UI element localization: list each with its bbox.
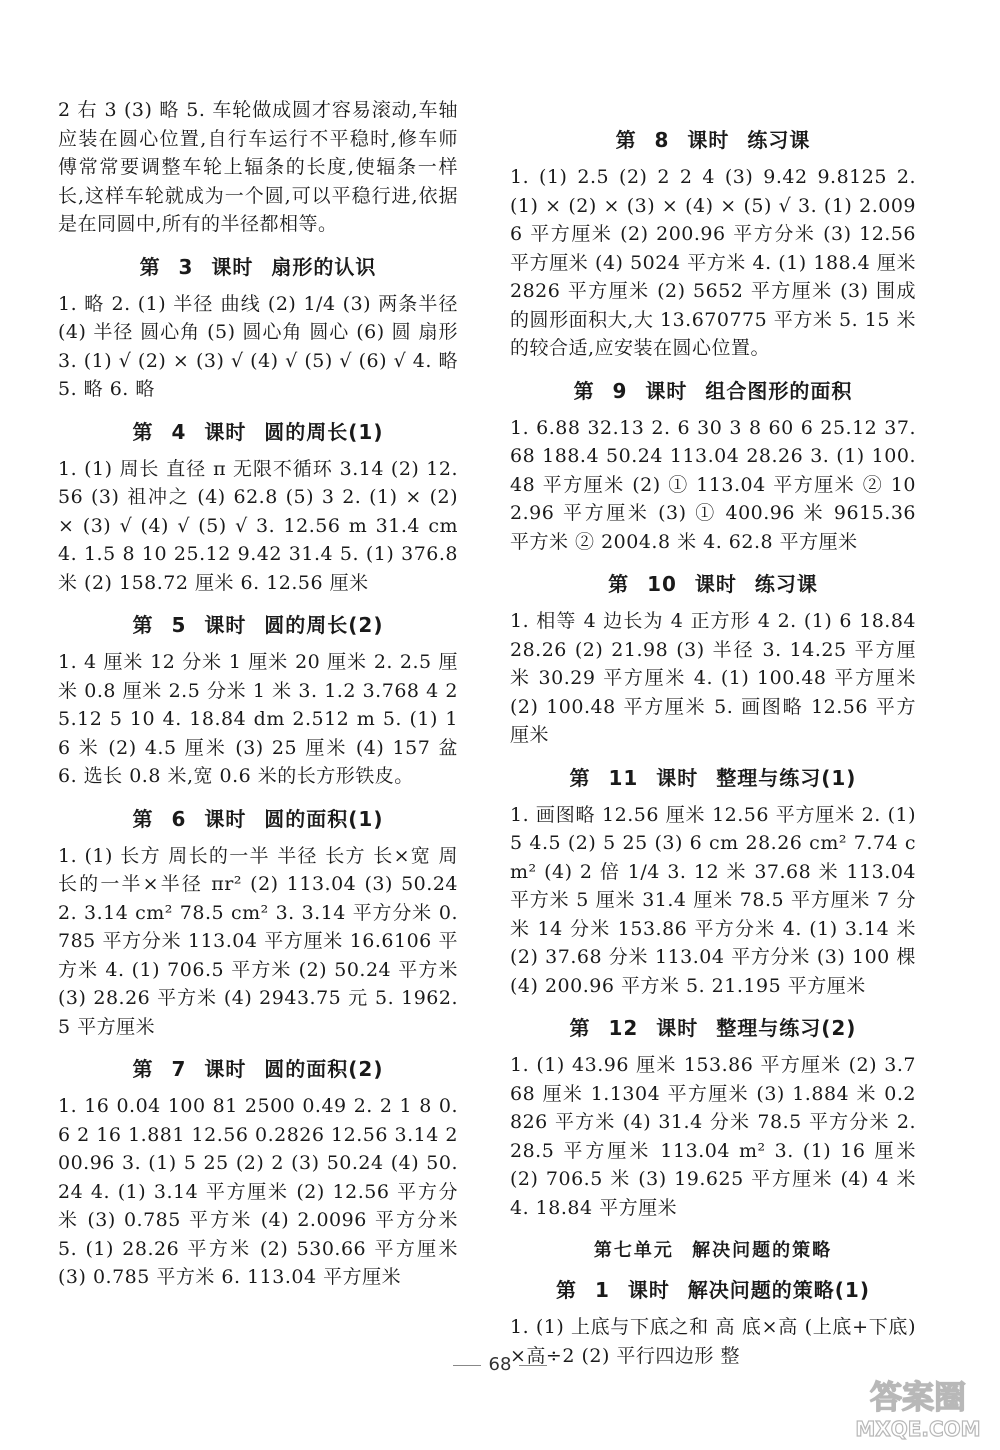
watermark-icon <box>846 1368 991 1444</box>
answer-paragraph: 1. (1) 周长 直径 π 无限不循环 3.14 (2) 12.56 (3) 祖冲之 (4) 62.8 (5) 3 2. (1) × (2) × (3) √ (4) √ (5) √ 3. 12.56 m 31.4 cm 4. 1.5 8 10 25.12 9.42 31.4 5. (1) 376.8 米 (2) 158.72 厘米 6. 12.56 厘米 <box>58 457 458 594</box>
answer-paragraph: 1. 16 0.04 100 81 2500 0.49 2. 2 1 8 0.6 2 16 1.881 12.56 0.2826 12.56 3.14 200.96 3. (1) 5 25 (2) 2 (3) 50.24 (4) 50.24 4. (1) 3.14 平方厘米 (2) 12.56 平方分米 (3) 0.785 平方米 (4) 2.0096 平方分米 5. (1) 28.26 平方米 (2) 530.66 平方厘米 (3) 0.785 平方米 6. 113.04 平方厘米 <box>58 1095 458 1288</box>
answer-paragraph: 1. (1) 43.96 厘米 153.86 平方厘米 (2) 3.768 厘米 1.1304 平方厘米 (3) 1.884 米 0.2826 平方米 (4) 31.4 分米 78.5 平方分米 2. 28.5 平方厘米 113.04 m² 3. (1) 16 厘米 (2) 706.5 米 (3) 19.625 平方厘米 (4) 4 米 4. 18.84 平方厘米 <box>510 1054 916 1219</box>
lesson-heading: 第 7 课时 圆的面积(2) <box>132 1057 384 1081</box>
watermark-logo <box>846 1368 991 1444</box>
answer-paragraph: 1. 相等 4 边长为 4 正方形 4 2. (1) 6 18.84 28.26 (2) 21.98 (3) 半径 3. 14.25 平方厘米 30.29 平方厘米 4. (1) 100.48 平方厘米 (2) 100.48 平方厘米 5. 画图略 12.56 平方厘米 <box>510 610 916 746</box>
lesson-heading: 第 6 课时 圆的面积(1) <box>132 806 384 831</box>
answer-paragraph: 1. 画图略 12.56 厘米 12.56 平方厘米 2. (1) 5 4.5 (2) 5 25 (3) 6 cm 28.26 cm² 7.74 cm² (4) 2 倍 1/4 3. 12 米 37.68 米 113.04 平方米 5 厘米 31.4 厘米 78.5 平方厘米 7 分米 14 分米 153.86 平方分米 4. (1) 3.14 米 (2) 37.68 分米 113.04 平方分米 (3) 100 棵 (4) 200.96 平方米 5. 21.195 平方厘米 <box>510 803 916 997</box>
lesson-heading: 第 8 课时 练习课 <box>615 128 811 152</box>
answer-paragraph: 1. (1) 上底与下底之和 高 底×高 (上底+下底)×高÷2 (2) 平行四边形 整 <box>510 1316 916 1367</box>
answer-paragraph: 1. 略 2. (1) 半径 曲线 (2) 1/4 (3) 两条半径 (4) 半径 圆心角 (5) 圆心角 圆心 (6) 圆 扇形 3. (1) √ (2) × (3) √ (4) √ (5) √ (6) √ 4. 略 5. 略 6. 略 <box>58 292 458 400</box>
lesson-heading: 第 10 课时 练习课 <box>608 572 818 596</box>
left-column <box>58 96 458 1292</box>
answer-paragraph: 1. (1) 2.5 (2) 2 2 4 (3) 9.42 9.8125 2. (1) × (2) × (3) × (4) × (5) √ 3. (1) 2.0096 平方厘米 (2) 200.96 平方分米 (3) 12.56 平方厘米 (4) 5024 平方米 4. (1) 188.4 厘米 2826 平方厘米 (2) 5652 平方厘米 (3) 围成的圆形面积大,大 13.670775 平方米 5. 15 米的较合适,应安装在圆心位置。 <box>510 166 916 359</box>
lesson-heading: 第 1 课时 解决问题的策略(1) <box>555 1278 870 1302</box>
watermark-text: 答案圈 <box>869 1378 967 1416</box>
unit-heading: 第七单元 解决问题的策略 <box>593 1240 833 1261</box>
lesson-heading: 第 4 课时 圆的周长(1) <box>132 419 384 444</box>
answer-paragraph: 1. 6.88 32.13 2. 6 30 3 8 60 6 25.12 37.68 188.4 50.24 113.04 28.26 3. (1) 100.48 平方厘米 (2) ① 113.04 平方厘米 ② 102.96 平方厘米 (3) ① 400.96 米 9615.36 平方米 ② 2004.8 米 4. 62.8 平方厘米 <box>510 416 916 553</box>
lesson-heading: 第 3 课时 扇形的认识 <box>139 254 377 279</box>
lesson-heading: 第 11 课时 整理与练习(1) <box>569 765 857 790</box>
lesson-heading: 第 9 课时 组合图形的面积 <box>573 378 853 403</box>
right-column <box>510 112 916 1370</box>
page-number: 68 <box>0 1354 1000 1375</box>
lesson-heading: 第 5 课时 圆的周长(2) <box>132 613 384 637</box>
answer-paragraph: 1. (1) 长方 周长的一半 半径 长方 长×宽 周长的一半×半径 πr² (2) 113.04 (3) 50.24 2. 3.14 cm² 78.5 cm² 3. 3.14 平方分米 0.785 平方分米 113.04 平方厘米 16.6106 平方米 4. (1) 706.5 平方米 (2) 50.24 平方米 (3) 28.26 平方米 (4) 2943.75 元 5. 1962.5 平方厘米 <box>58 844 458 1038</box>
watermark-url: MXQE.COM <box>855 1417 981 1441</box>
lesson-heading: 第 12 课时 整理与练习(2) <box>569 1016 857 1040</box>
answer-paragraph: 2 右 3 (3) 略 5. 车轮做成圆才容易滚动,车轴应装在圆心位置,自行车运行不平稳时,修车师傅常常要调整车轮上辐条的长度,使辐条一样长,这样车轮就成为一个圆,可以平稳行进,依据是在同圆中,所有的半径都相等。 <box>58 99 458 235</box>
answer-paragraph: 1. 4 厘米 12 分米 1 厘米 20 厘米 2. 2.5 厘米 0.8 厘米 2.5 分米 1 米 3. 1.2 3.768 4 25.12 5 10 4. 18.84 dm 2.512 m 5. (1) 16 米 (2) 4.5 厘米 (3) 25 厘米 (4) 157 盆 6. 选长 0.8 米,宽 0.6 米的长方形铁皮。 <box>58 651 458 787</box>
